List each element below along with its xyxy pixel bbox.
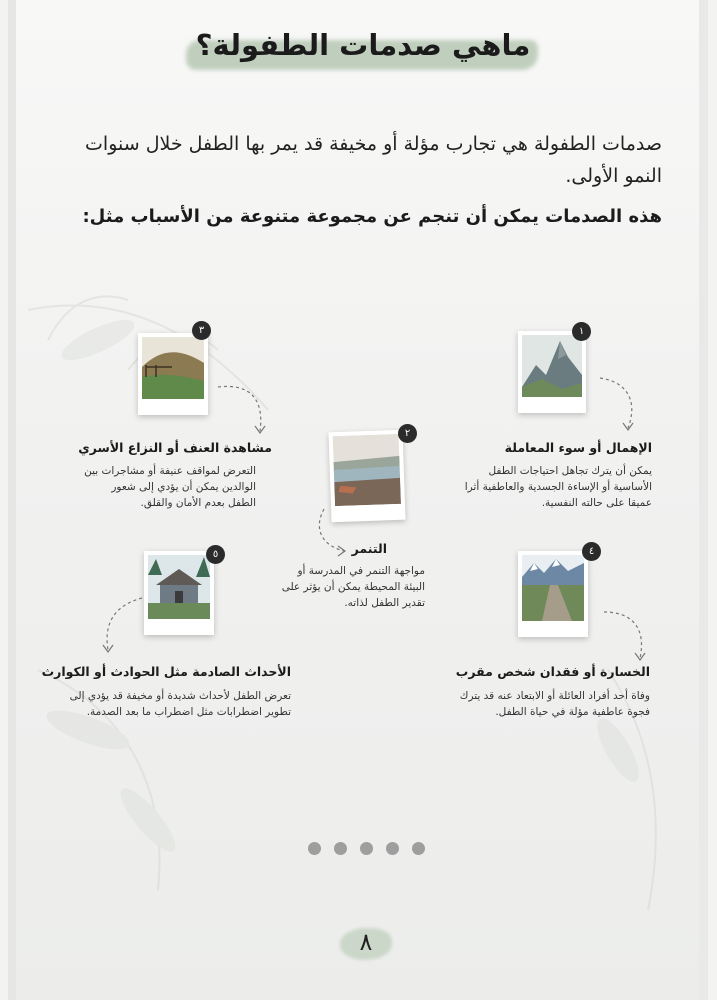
cause-title: التنمر — [351, 541, 387, 556]
pagination-dot[interactable] — [308, 842, 321, 855]
pagination-dot[interactable] — [334, 842, 347, 855]
pagination-dot[interactable] — [386, 842, 399, 855]
cause-number-badge: ١ — [572, 322, 591, 341]
photo-mountains — [518, 331, 586, 413]
dashed-arrow-icon — [602, 608, 652, 664]
pagination-dot[interactable] — [360, 842, 373, 855]
dashed-arrow-icon — [96, 596, 146, 656]
cause-number-badge: ٣ — [192, 321, 211, 340]
intro-paragraph: صدمات الطفولة هي تجارب مؤلة أو مخيفة قد يمر بها الطفل خلال سنوات النمو الأولى. — [85, 133, 662, 187]
cause-description: وفاة أحد أفراد العائلة أو الابتعاد عنه قد يترك فجوة عاطفية مؤلة في حياة الطفل. — [459, 690, 650, 718]
cause-title: الخسارة أو فقدان شخص مقرب — [455, 664, 650, 679]
lake-painting-icon — [333, 434, 401, 506]
dashed-arrow-icon — [598, 374, 642, 434]
page-number: ٨ — [359, 928, 373, 956]
pagination-dots — [308, 842, 425, 855]
dashed-arrow-icon — [216, 383, 272, 439]
document-page — [8, 0, 708, 1000]
field-painting-icon — [142, 337, 204, 399]
cause-number-badge: ٥ — [206, 545, 225, 564]
causes-subheading: هذه الصدمات يمكن أن تنجم عن مجموعة متنوعة من الأسباب مثل: — [82, 206, 662, 227]
cause-title: الإهمال أو سوء المعاملة — [504, 440, 652, 455]
cause-title: مشاهدة العنف أو النزاع الأسري — [78, 440, 272, 455]
cause-number-badge: ٢ — [398, 424, 417, 443]
cause-description: التعرض لمواقف عنيفة أو مشاجرات بين الوالدين يمكن أن يؤدي إلى شعور الطفل بعدم الأمان والقلق. — [84, 465, 256, 509]
cause-description: يمكن أن يترك تجاهل احتياجات الطفل الأساسية أو الإساءة الجسدية والعاطفية أثرا عميقا على حالته النفسية. — [464, 465, 652, 509]
cabin-painting-icon — [148, 555, 210, 619]
photo-field — [138, 333, 208, 415]
page-title: ماهي صدمات الطفولة؟ — [195, 28, 531, 62]
dashed-arrow-icon — [312, 507, 352, 559]
photo-cabin — [144, 551, 214, 635]
cause-number-badge: ٤ — [582, 542, 601, 561]
snowy-road-painting-icon — [522, 555, 584, 621]
pagination-dot[interactable] — [412, 842, 425, 855]
photo-snowy-road — [518, 551, 588, 637]
cause-title: الأحداث الصادمة مثل الحوادث أو الكوارث — [41, 664, 291, 679]
mountain-painting-icon — [522, 335, 582, 397]
cause-description: تعرض الطفل لأحداث شديدة أو مخيفة قد يؤدي إلى تطوير اضطرابات مثل اضطراب ما بعد الصدمة. — [69, 690, 291, 718]
cause-description: مواجهة التنمر في المدرسة أو البيئة المحيطة يمكن أن يؤثر على تقدير الطفل لذاته. — [281, 565, 425, 609]
